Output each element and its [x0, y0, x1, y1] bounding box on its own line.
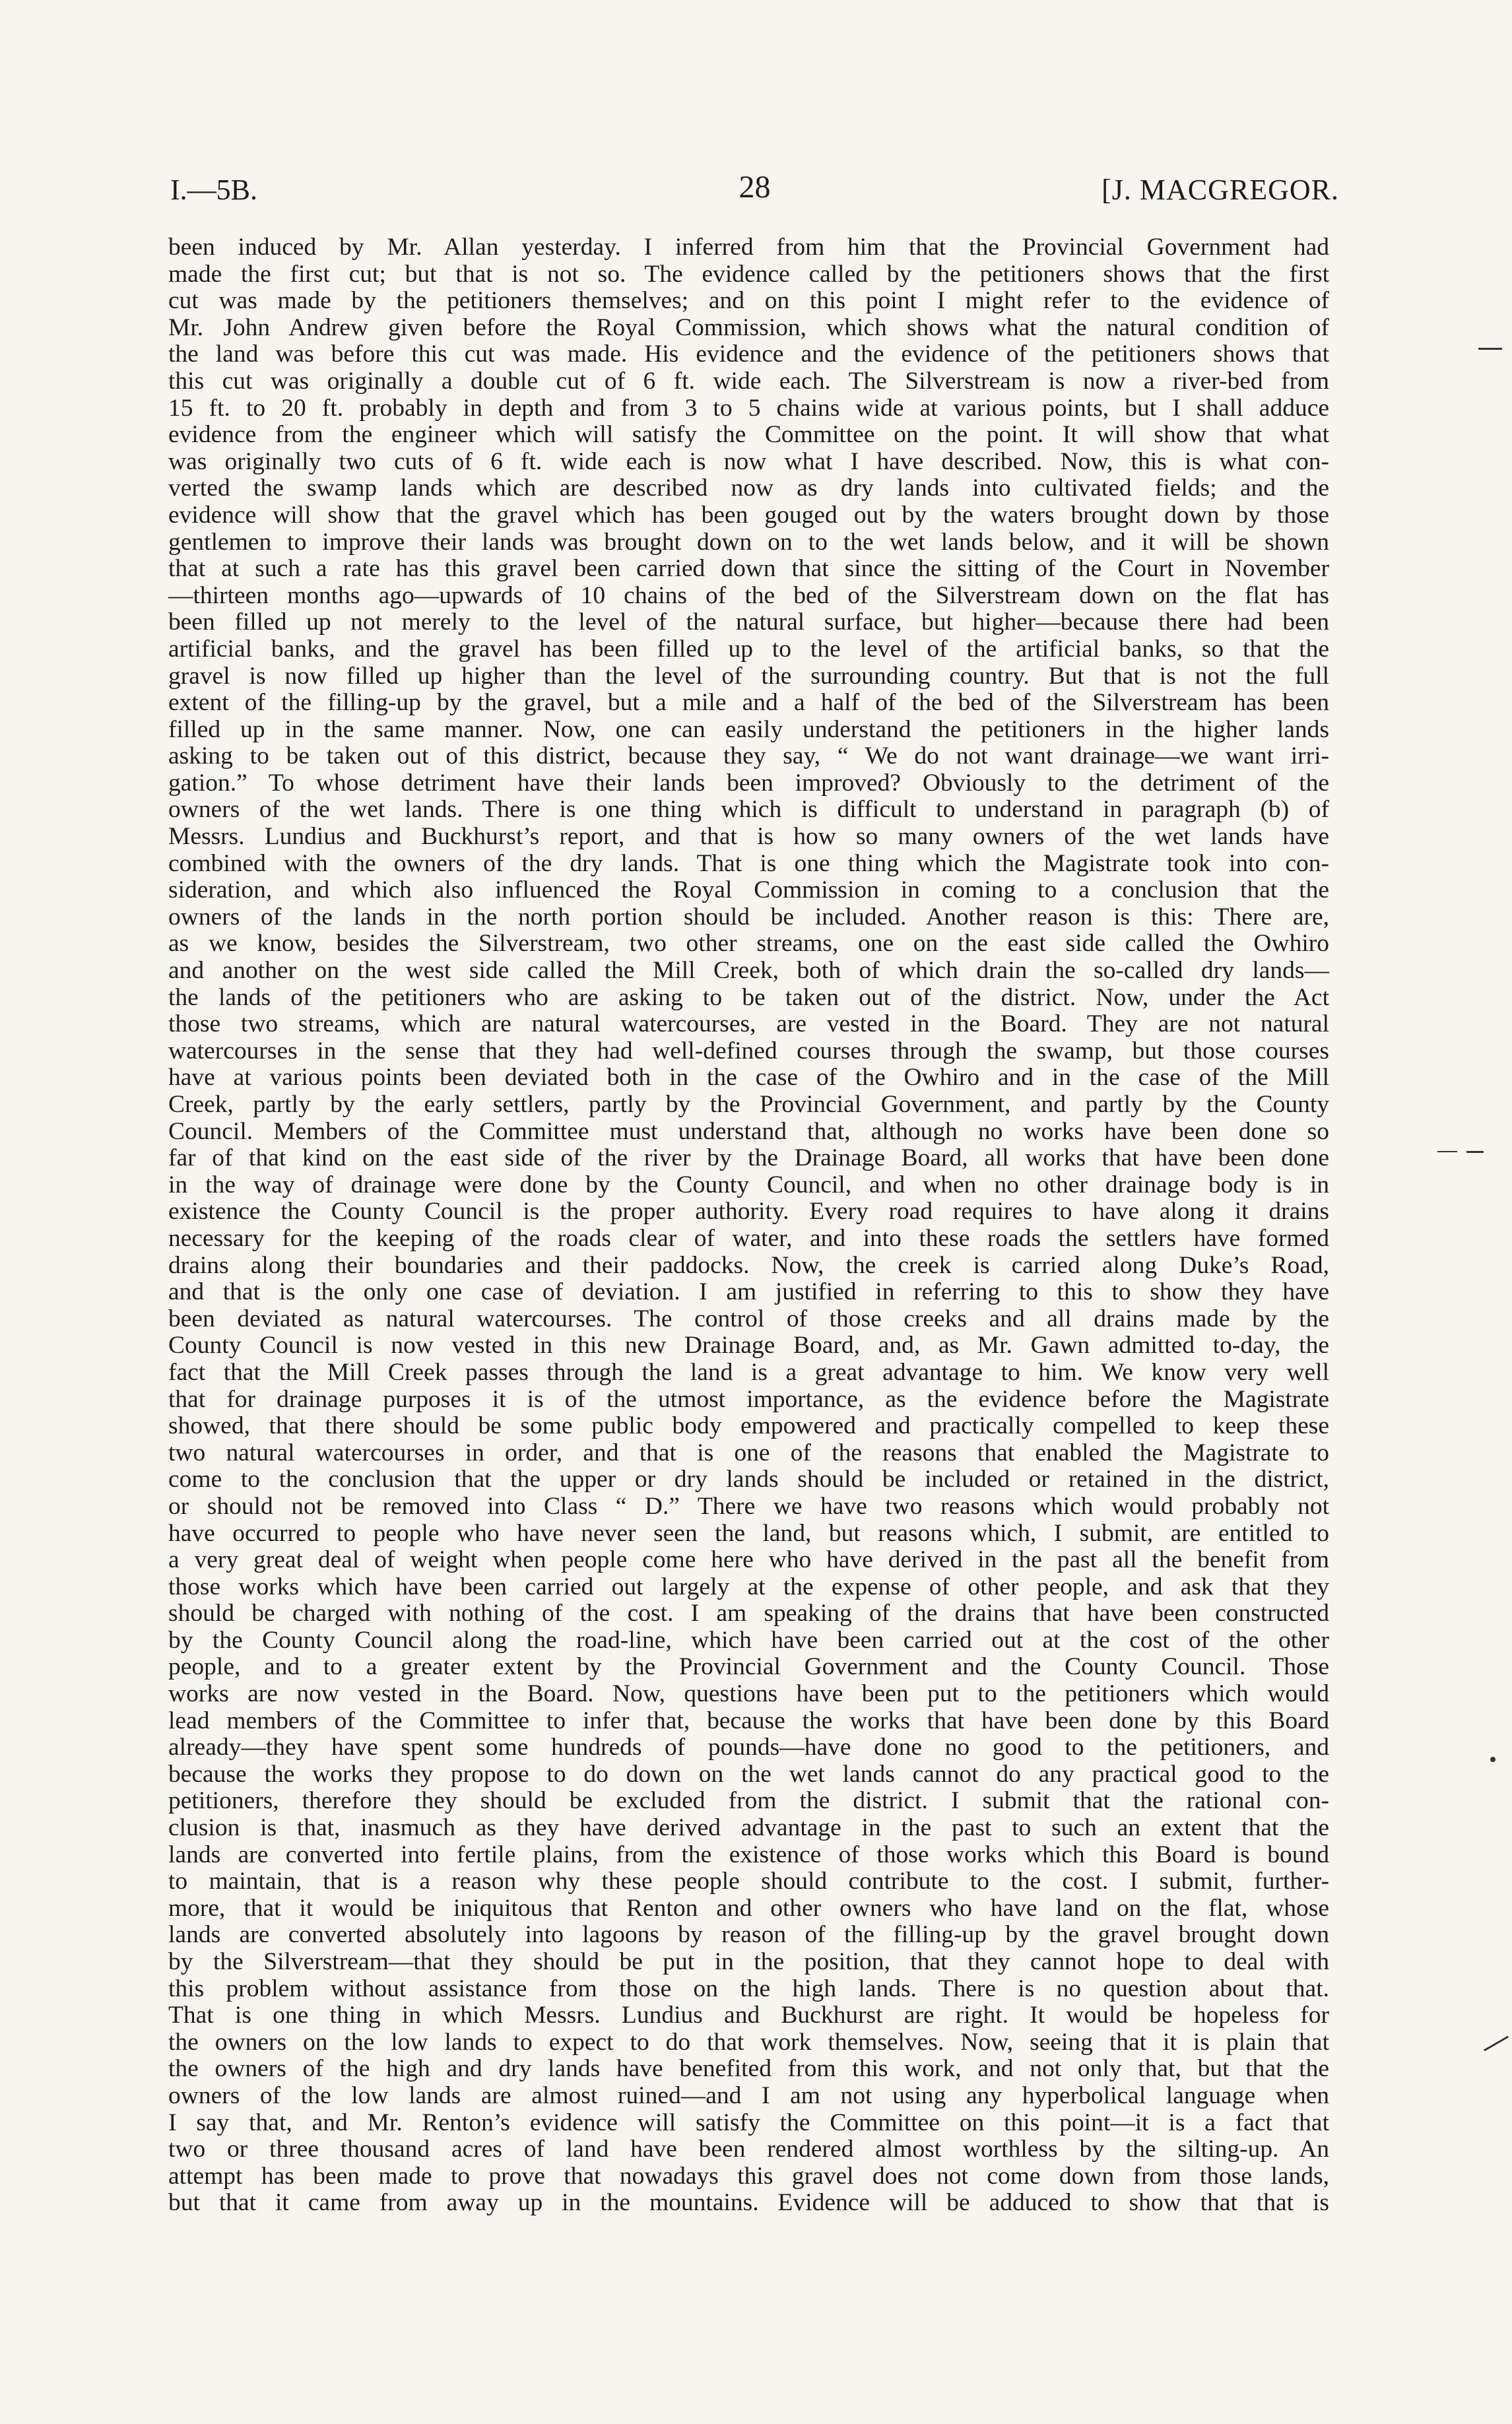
margin-mark: [1478, 348, 1502, 350]
text-line: and another on the west side called the Mill Creek, both of which drain the so-called dry lands—: [168, 957, 1329, 985]
text-line: asking to be taken out of this district, because they say, “ We do not want drainage—we want irri-: [168, 742, 1329, 770]
text-line: in the way of drainage were done by the County Council, and when no other drainage body is in: [168, 1171, 1329, 1198]
text-line: attempt has been made to prove that nowadays this gravel does not come down from those lands,: [168, 2162, 1329, 2190]
text-line: have occurred to people who have never seen the land, but reasons which, I submit, are entitled to: [168, 1519, 1329, 1547]
text-line: artificial banks, and the gravel has been filled up to the level of the artificial banks, so that the: [168, 635, 1329, 663]
text-line: to maintain, that is a reason why these people should contribute to the cost. I submit, further-: [168, 1868, 1329, 1895]
text-line: people, and to a greater extent by the Provincial Government and the County Council. Those: [168, 1653, 1329, 1681]
text-line: been deviated as natural watercourses. The control of those creeks and all drains made by the: [168, 1305, 1329, 1332]
page-header: [170, 170, 1339, 213]
text-line: owners of the lands in the north portion should be included. Another reason is this: There are,: [168, 903, 1329, 931]
body-text: [168, 234, 1329, 2217]
text-line: extent of the filling-up by the gravel, but a mile and a half of the bed of the Silverstream has been: [168, 689, 1329, 717]
text-line: sideration, and which also influenced the Royal Commission in coming to a conclusion that the: [168, 876, 1329, 904]
text-line: owners of the wet lands. There is one thing which is difficult to understand in paragraph (b) of: [168, 796, 1329, 824]
text-line: gation.” To whose detriment have their lands been improved? Obviously to the detriment of the: [168, 769, 1329, 797]
text-line: existence the County Council is the proper authority. Every road requires to have along it drains: [168, 1198, 1329, 1226]
text-line: filled up in the same manner. Now, one can easily understand the petitioners in the higher lands: [168, 715, 1329, 743]
margin-mark: [1437, 1151, 1457, 1152]
text-line: those two streams, which are natural watercourses, are vested in the Board. They are not natural: [168, 1010, 1329, 1038]
text-line: 15 ft. to 20 ft. probably in depth and from 3 to 5 chains wide at various points, but I shall adduce: [168, 394, 1329, 422]
text-line: been induced by Mr. Allan yesterday. I inferred from him that the Provincial Government had: [168, 234, 1329, 261]
text-line: Messrs. Lundius and Buckhurst’s report, and that is how so many owners of the wet lands have: [168, 823, 1329, 851]
text-line: showed, that there should be some public body empowered and practically compelled to keep these: [168, 1412, 1329, 1440]
text-line: should be charged with nothing of the cost. I am speaking of the drains that have been constructed: [168, 1600, 1329, 1627]
text-line: that at such a rate has this gravel been carried down that since the sitting of the Court in November: [168, 555, 1329, 583]
text-line: —thirteen months ago—upwards of 10 chains of the bed of the Silverstream down on the flat has: [168, 581, 1329, 609]
text-line: as we know, besides the Silverstream, two other streams, one on the east side called the Owhiro: [168, 930, 1329, 958]
text-line: County Council is now vested in this new Drainage Board, and, as Mr. Gawn admitted to-day, the: [168, 1332, 1329, 1359]
text-line: those works which have been carried out largely at the expense of other people, and ask that they: [168, 1573, 1329, 1600]
text-line: or should not be removed into Class “ D.” There we have two reasons which would probably not: [168, 1492, 1329, 1520]
text-line: gentlemen to improve their lands was brought down on to the wet lands below, and it will be shown: [168, 528, 1329, 556]
text-line: was originally two cuts of 6 ft. wide each is now what I have described. Now, this is what con-: [168, 447, 1329, 475]
text-line: more, that it would be iniquitous that Renton and other owners who have land on the flat, whose: [168, 1894, 1329, 1922]
text-line: a very great deal of weight when people come here who have derived in the past all the benefit from: [168, 1546, 1329, 1574]
text-line: by the County Council along the road-line, which have been carried out at the cost of the other: [168, 1626, 1329, 1654]
text-line: evidence will show that the gravel which has been gouged out by the waters brought down by those: [168, 501, 1329, 529]
text-line: lands are converted absolutely into lagoons by reason of the filling-up by the gravel brought down: [168, 1921, 1329, 1949]
text-line: Creek, partly by the early settlers, partly by the Provincial Government, and partly by the County: [168, 1091, 1329, 1118]
text-line: two or three thousand acres of land have been rendered almost worthless by the silting-up. An: [168, 2136, 1329, 2163]
text-line: the owners on the low lands to expect to do that work themselves. Now, seeing that it is plain that: [168, 2028, 1329, 2056]
text-line: but that it came from away up in the mountains. Evidence will be adduced to show that that is: [168, 2189, 1329, 2217]
text-line: by the Silverstream—that they should be put in the position, that they cannot hope to deal with: [168, 1948, 1329, 1975]
margin-mark: [1490, 1757, 1496, 1762]
page-number: 28: [739, 170, 771, 205]
text-line: watercourses in the sense that they had well-defined courses through the swamp, but those courses: [168, 1037, 1329, 1065]
text-line: cut was made by the petitioners themselves; and on this point I might refer to the evidence of: [168, 287, 1329, 315]
text-line: far of that kind on the east side of the river by the Drainage Board, all works that have been done: [168, 1144, 1329, 1172]
text-line: works are now vested in the Board. Now, questions have been put to the petitioners which would: [168, 1680, 1329, 1708]
text-line: this problem without assistance from those on the high lands. There is no question about that.: [168, 1975, 1329, 2002]
text-line: have at various points been deviated both in the case of the Owhiro and in the case of the Mill: [168, 1064, 1329, 1092]
text-line: That is one thing in which Messrs. Lundius and Buckhurst are right. It would be hopeless for: [168, 2002, 1329, 2029]
text-line: made the first cut; but that is not so. The evidence called by the petitioners shows that the first: [168, 260, 1329, 288]
text-line: two natural watercourses in order, and that is one of the reasons that enabled the Magistrate to: [168, 1439, 1329, 1466]
text-line: fact that the Mill Creek passes through the land is a great advantage to him. We know very well: [168, 1358, 1329, 1386]
speaker-name: [J. MACGREGOR.: [1101, 174, 1339, 206]
text-line: petitioners, therefore they should be excluded from the district. I submit that the rational con-: [168, 1787, 1329, 1815]
text-line: combined with the owners of the dry lands. That is one thing which the Magistrate took into con-: [168, 849, 1329, 877]
text-line: that for drainage purposes it is of the utmost importance, as the evidence before the Magistrate: [168, 1385, 1329, 1413]
text-line: lands are converted into fertile plains, from the existence of those works which this Board is bound: [168, 1841, 1329, 1868]
text-line: already—they have spent some hundreds of pounds—have done no good to the petitioners, and: [168, 1734, 1329, 1761]
text-line: Council. Members of the Committee must understand that, although no works have been done so: [168, 1117, 1329, 1145]
text-line: owners of the low lands are almost ruined—and I am not using any hyperbolical language when: [168, 2081, 1329, 2109]
margin-mark: [1484, 2036, 1509, 2052]
text-line: evidence from the engineer which will satisfy the Committee on the point. It will show that what: [168, 421, 1329, 449]
text-line: necessary for the keeping of the roads clear of water, and into these roads the settlers have formed: [168, 1224, 1329, 1252]
text-line: because the works they propose to do down on the wet lands cannot do any practical good to the: [168, 1760, 1329, 1788]
text-line: the lands of the petitioners who are asking to be taken out of the district. Now, under the Act: [168, 983, 1329, 1011]
text-line: this cut was originally a double cut of 6 ft. wide each. The Silverstream is now a river-bed from: [168, 367, 1329, 395]
text-line: the land was before this cut was made. His evidence and the evidence of the petitioners shows that: [168, 341, 1329, 368]
text-line: the owners of the high and dry lands have benefited from this work, and not only that, but that the: [168, 2055, 1329, 2083]
text-line: lead members of the Committee to infer that, because the works that have been done by this Board: [168, 1707, 1329, 1734]
text-line: verted the swamp lands which are described now as dry lands into cultivated fields; and the: [168, 475, 1329, 502]
text-line: and that is the only one case of deviation. I am justified in referring to this to show they have: [168, 1278, 1329, 1306]
text-line: been filled up not merely to the level of the natural surface, but higher—because there had been: [168, 608, 1329, 636]
document-code: I.—5B.: [170, 174, 257, 206]
margin-mark: [1466, 1151, 1484, 1153]
text-line: clusion is that, inasmuch as they have derived advantage in the past to such an extent that the: [168, 1814, 1329, 1842]
text-line: drains along their boundaries and their paddocks. Now, the creek is carried along Duke’s Road,: [168, 1251, 1329, 1279]
text-line: gravel is now filled up higher than the level of the surrounding country. But that is not the full: [168, 662, 1329, 690]
text-line: come to the conclusion that the upper or dry lands should be included or retained in the district,: [168, 1466, 1329, 1493]
text-line: Mr. John Andrew given before the Royal Commission, which shows what the natural condition of: [168, 313, 1329, 341]
text-line: I say that, and Mr. Renton’s evidence will satisfy the Committee on this point—it is a fact that: [168, 2109, 1329, 2136]
